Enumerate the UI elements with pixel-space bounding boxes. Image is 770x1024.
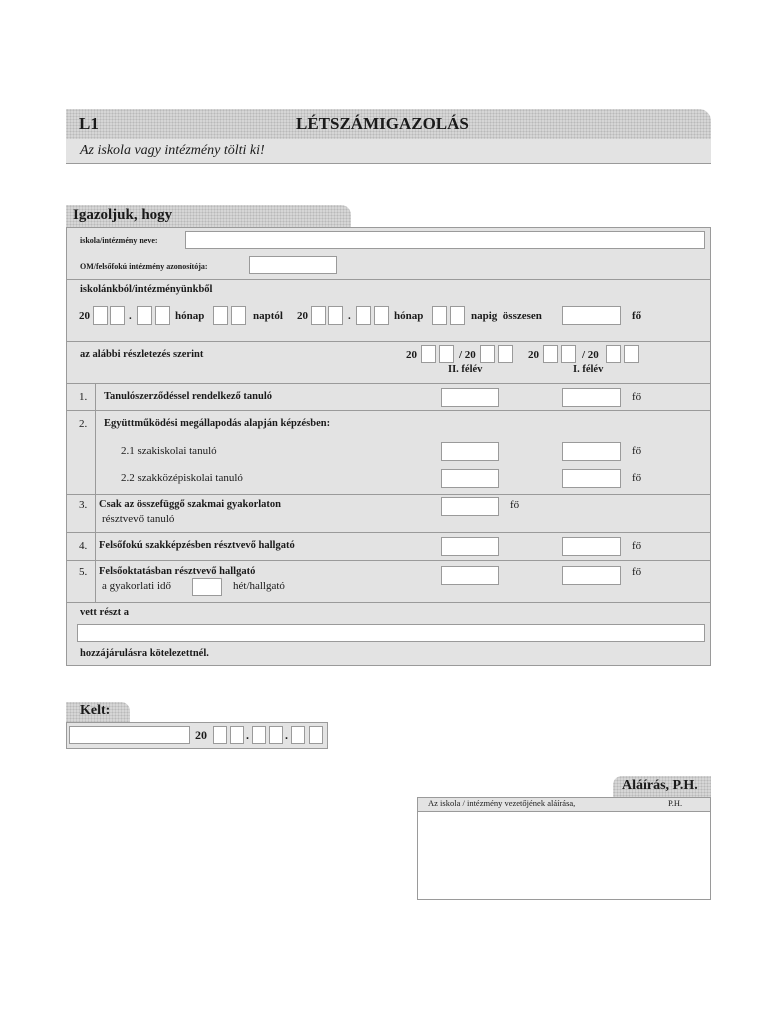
sem-ii-year-digit-4[interactable] bbox=[498, 345, 513, 363]
row-3-unit: fő bbox=[510, 499, 520, 511]
sem-i-separator: / 20 bbox=[582, 349, 599, 361]
row-4-sem-i-field[interactable] bbox=[562, 537, 621, 556]
place-field[interactable] bbox=[69, 726, 190, 744]
row-2-2-label: 2.2 szakközépiskolai tanuló bbox=[121, 472, 243, 484]
form-code: L1 bbox=[79, 114, 99, 133]
year-prefix-to: 20 bbox=[297, 310, 308, 322]
row-3-number: 3. bbox=[79, 499, 88, 511]
dot-sep-2: . bbox=[348, 310, 351, 322]
row-4-number: 4. bbox=[79, 540, 88, 552]
form-title: LÉTSZÁMIGAZOLÁS bbox=[296, 114, 469, 133]
sem-ii-year-digit-1[interactable] bbox=[421, 345, 436, 363]
month-digit-to-2[interactable] bbox=[374, 306, 389, 325]
month-digit-to-1[interactable] bbox=[356, 306, 371, 325]
row-2-2-unit: fő bbox=[632, 472, 642, 484]
row-4-unit: fő bbox=[632, 540, 642, 552]
napig-label: napig összesen bbox=[471, 310, 542, 322]
sem-i-year-digit-4[interactable] bbox=[624, 345, 639, 363]
total-unit: fő bbox=[632, 310, 642, 322]
om-label: OM/felsőfokú intézmény azonosítója: bbox=[80, 262, 208, 271]
row-5-unit: fő bbox=[632, 566, 642, 578]
obligation-label: hozzájárulásra kötelezettnél. bbox=[80, 648, 209, 659]
day-digit-to-2[interactable] bbox=[450, 306, 465, 325]
row-2-2-sem-ii-field[interactable] bbox=[441, 469, 499, 488]
total-field[interactable] bbox=[562, 306, 621, 325]
date-day-digit-2[interactable] bbox=[309, 726, 323, 744]
row-5-sub-label: a gyakorlati idő bbox=[102, 580, 172, 592]
row-1-sem-ii-field[interactable] bbox=[441, 388, 499, 407]
row-2-number: 2. bbox=[79, 418, 88, 430]
sem-ii-separator: / 20 bbox=[459, 349, 476, 361]
naptol-label: naptól bbox=[253, 310, 283, 322]
date-year-prefix: 20 bbox=[195, 728, 207, 742]
year-digit-to-2[interactable] bbox=[328, 306, 343, 325]
row-5-weeks-unit: hét/hallgató bbox=[233, 580, 285, 592]
row-2-1-sem-ii-field[interactable] bbox=[441, 442, 499, 461]
row-4-label: Felsőfokú szakképzésben résztvevő hallgató bbox=[99, 540, 295, 551]
sem-ii-year-digit-3[interactable] bbox=[480, 345, 495, 363]
row-1-label: Tanulószerződéssel rendelkező tanuló bbox=[104, 391, 273, 402]
row-2-1-label: 2.1 szakiskolai tanuló bbox=[121, 445, 217, 457]
sem-ii-year-prefix: 20 bbox=[406, 349, 417, 361]
row-5-sem-i-field[interactable] bbox=[562, 566, 621, 585]
row-5-label: Felsőoktatásban résztvevő hallgató bbox=[99, 566, 256, 577]
school-name-field[interactable] bbox=[185, 231, 705, 249]
honap-label-from: hónap bbox=[175, 310, 205, 322]
signature-tab-label: Aláírás, P.H. bbox=[622, 778, 698, 793]
date-dot-2: . bbox=[285, 728, 288, 742]
sem-i-year-digit-3[interactable] bbox=[606, 345, 621, 363]
row-5-weeks-field[interactable] bbox=[192, 578, 222, 596]
om-field[interactable] bbox=[249, 256, 337, 274]
year-digit-from-1[interactable] bbox=[93, 306, 108, 325]
date-dot-1: . bbox=[246, 728, 249, 742]
month-digit-from-2[interactable] bbox=[155, 306, 170, 325]
row-2-2-sem-i-field[interactable] bbox=[562, 469, 621, 488]
school-name-label: iskola/intézmény neve: bbox=[80, 236, 158, 245]
signature-caption: Az iskola / intézmény vezetőjének aláírása, bbox=[428, 798, 576, 808]
certify-tab-label: Igazoljuk, hogy bbox=[73, 207, 173, 223]
sem-i-year-prefix: 20 bbox=[528, 349, 539, 361]
day-digit-from-1[interactable] bbox=[213, 306, 228, 325]
row-2-label: Együttműködési megállapodás alapján képzésben: bbox=[104, 418, 331, 429]
row-2-1-sem-i-field[interactable] bbox=[562, 442, 621, 461]
date-tab-label: Kelt: bbox=[80, 703, 111, 718]
from-label: iskolánkból/intézményünkből bbox=[80, 284, 213, 295]
sem-ii-label: II. félév bbox=[448, 364, 483, 375]
date-year-digit-2[interactable] bbox=[230, 726, 244, 744]
row-3-label-2: résztvevő tanuló bbox=[102, 513, 175, 525]
date-day-digit-1[interactable] bbox=[291, 726, 305, 744]
sem-i-label: I. félév bbox=[573, 364, 604, 375]
row-3-field[interactable] bbox=[441, 497, 499, 516]
details-label: az alábbi részletezés szerint bbox=[80, 349, 204, 360]
row-1-number: 1. bbox=[79, 391, 88, 403]
month-digit-from-1[interactable] bbox=[137, 306, 152, 325]
form-subtitle: Az iskola vagy intézmény tölti ki! bbox=[80, 143, 265, 158]
day-digit-from-2[interactable] bbox=[231, 306, 246, 325]
row-5-number: 5. bbox=[79, 566, 88, 578]
employer-field[interactable] bbox=[77, 624, 705, 642]
row-5-sem-ii-field[interactable] bbox=[441, 566, 499, 585]
honap-label-to: hónap bbox=[394, 310, 424, 322]
stamp-label: P.H. bbox=[668, 798, 683, 808]
row-3-label: Csak az összefüggő szakmai gyakorlaton bbox=[99, 499, 282, 510]
sem-i-year-digit-2[interactable] bbox=[561, 345, 576, 363]
participated-label: vett részt a bbox=[80, 607, 129, 618]
sem-i-year-digit-1[interactable] bbox=[543, 345, 558, 363]
year-digit-to-1[interactable] bbox=[311, 306, 326, 325]
year-prefix-from: 20 bbox=[79, 310, 90, 322]
row-1-sem-i-field[interactable] bbox=[562, 388, 621, 407]
signature-panel[interactable] bbox=[417, 797, 711, 900]
day-digit-to-1[interactable] bbox=[432, 306, 447, 325]
row-2-1-unit: fő bbox=[632, 445, 642, 457]
date-year-digit-1[interactable] bbox=[213, 726, 227, 744]
row-4-sem-ii-field[interactable] bbox=[441, 537, 499, 556]
date-month-digit-2[interactable] bbox=[269, 726, 283, 744]
date-month-digit-1[interactable] bbox=[252, 726, 266, 744]
sem-ii-year-digit-2[interactable] bbox=[439, 345, 454, 363]
dot-sep: . bbox=[129, 310, 132, 322]
row-1-unit: fő bbox=[632, 391, 642, 403]
year-digit-from-2[interactable] bbox=[110, 306, 125, 325]
